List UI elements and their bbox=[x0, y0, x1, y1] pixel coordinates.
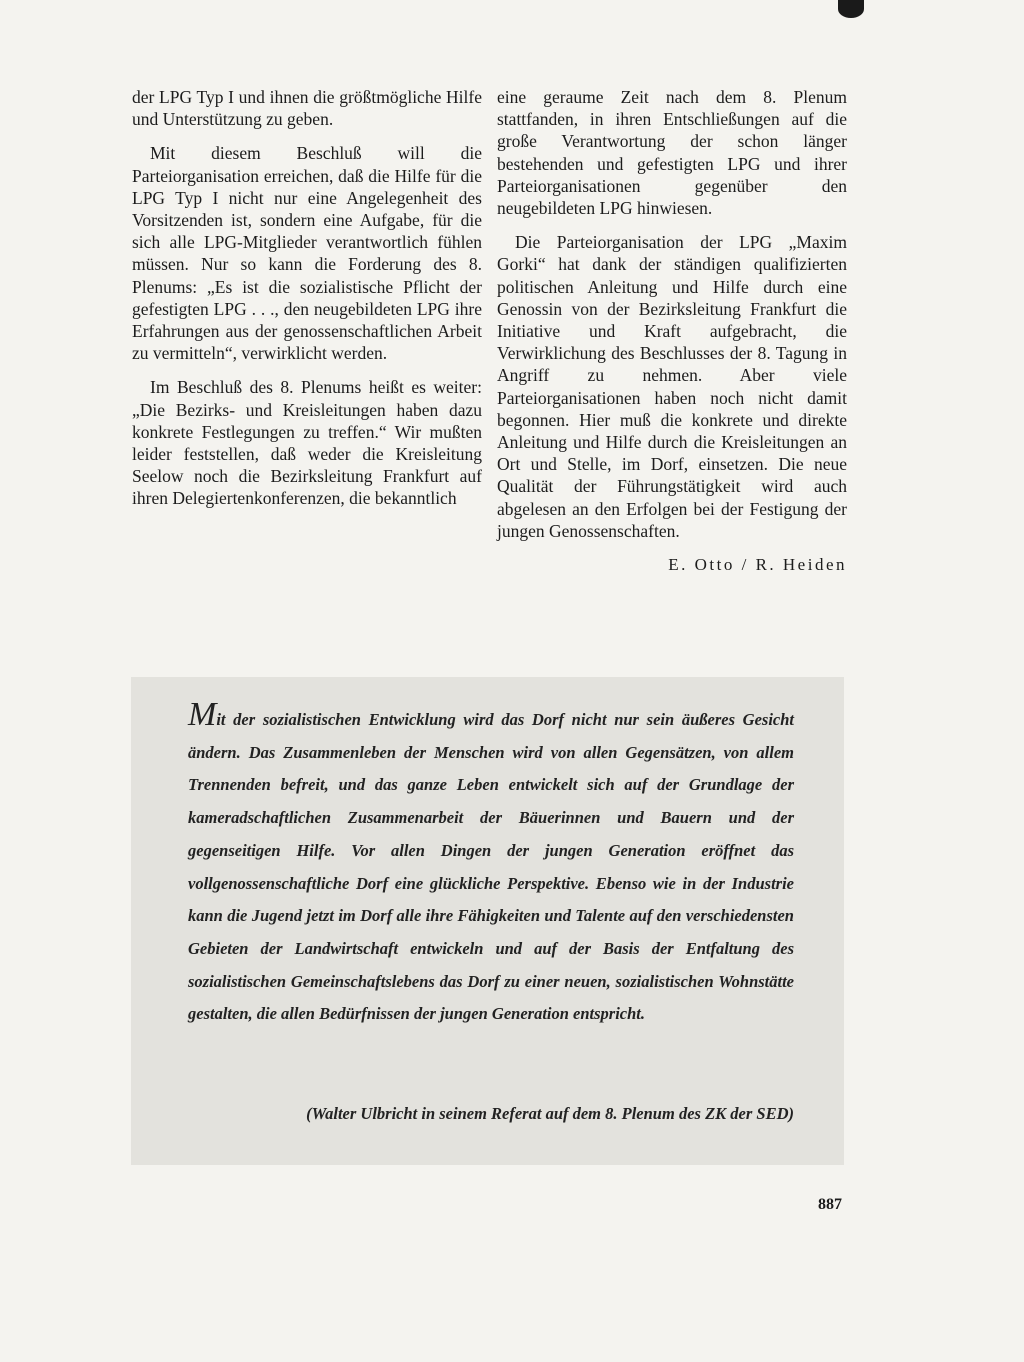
left-paragraph-3: Im Beschluß des 8. Plenums heißt es weiter: „Die Bezirks- und Kreisleitungen haben dazu konkrete Festlegungen zu treffen.“ Wir mußten leider feststellen, daß weder die Kreisleitung Seelow noch die Bezirksleitung Frankfurt auf ihren Delegiertenkonferenzen, die bekanntlich bbox=[132, 377, 482, 509]
left-paragraph-2: Mit diesem Beschluß will die Parteiorganisation erreichen, daß die Hilfe für die LPG Typ I nicht nur eine Angelegenheit des Vorsitzenden ist, sondern eine Aufgabe, für die sich alle LPG-Mitglieder verantwortlich fühlen müssen. Nur so kann die Forderung des 8. Plenums: „Es ist die sozialistische Pflicht der gefestigten LPG . . ., den neugebildeten LPG ihre Erfahrungen aus der genossenschaftlichen Arbeit zu vermitteln“, verwirklicht werden. bbox=[132, 143, 482, 364]
right-paragraph-2: Die Parteiorganisation der LPG „Maxim Gorki“ hat dank der ständigen qualifizierten politischen Anleitung und Hilfe durch eine Genossin von der Bezirksleitung Frankfurt die Initiative und Kraft aufgebracht, die Verwirklichung des Beschlusses der 8. Tagung in Angriff zu nehmen. Aber viele Parteiorganisationen haben noch nicht damit begonnen. Hier muß die konkrete und direkte Anleitung und Hilfe durch die Kreisleitungen an Ort und Stelle, im Dorf, einsetzen. Die neue Qualität der Führungstätigkeit wird auch abgelesen an den Erfolgen bei der Festigung der jungen Genossenschaften. bbox=[497, 232, 847, 541]
left-paragraph-1: der LPG Typ I und ihnen die größtmögliche Hilfe und Unterstützung zu geben. bbox=[132, 87, 482, 130]
quote-text bbox=[188, 696, 794, 1031]
author-signature: E. Otto / R. Heiden bbox=[668, 555, 847, 575]
quote-initial: M bbox=[188, 696, 217, 733]
page-number: 887 bbox=[818, 1196, 842, 1213]
quote-body: it der sozialistischen Entwicklung wird das Dorf nicht nur sein äußeres Gesicht ändern. Das Zusammenleben der Menschen wird von allen Gegensätzen, von allem Trennenden befreit, und das ganze Leben entwickelt sich auf der Grundlage der kameradschaftlichen Zusammenarbeit der Bäuerinnen und Bauern und der gegenseitigen Hilfe. Vor allen Dingen der jungen Generation eröffnet das vollgenossenschaftliche Dorf eine glückliche Perspektive. Ebenso wie in der Industrie kann die Jugend jetzt im Dorf alle ihre Fähigkeiten und Talente auf den verschiedensten Gebieten der Landwirtschaft entwickeln und auf der Basis der Entfaltung des sozialistischen Gemeinschaftslebens das Dorf zu einer neuen, sozialistischen Wohnstätte gestalten, die allen Bedürfnissen der jungen Generation entspricht. bbox=[188, 710, 794, 1024]
right-column bbox=[497, 86, 847, 576]
left-column bbox=[132, 86, 482, 522]
right-paragraph-1: eine geraume Zeit nach dem 8. Plenum stattfanden, in ihren Entschließungen auf die große Verantwortung der schon länger bestehenden und gefestigten LPG und ihrer Parteiorganisationen gegenüber den neugebildeten LPG hinwiesen. bbox=[497, 87, 847, 219]
ink-blot bbox=[838, 0, 864, 18]
quote-source: (Walter Ulbricht in seinem Referat auf dem 8. Plenum des ZK der SED) bbox=[306, 1104, 794, 1123]
